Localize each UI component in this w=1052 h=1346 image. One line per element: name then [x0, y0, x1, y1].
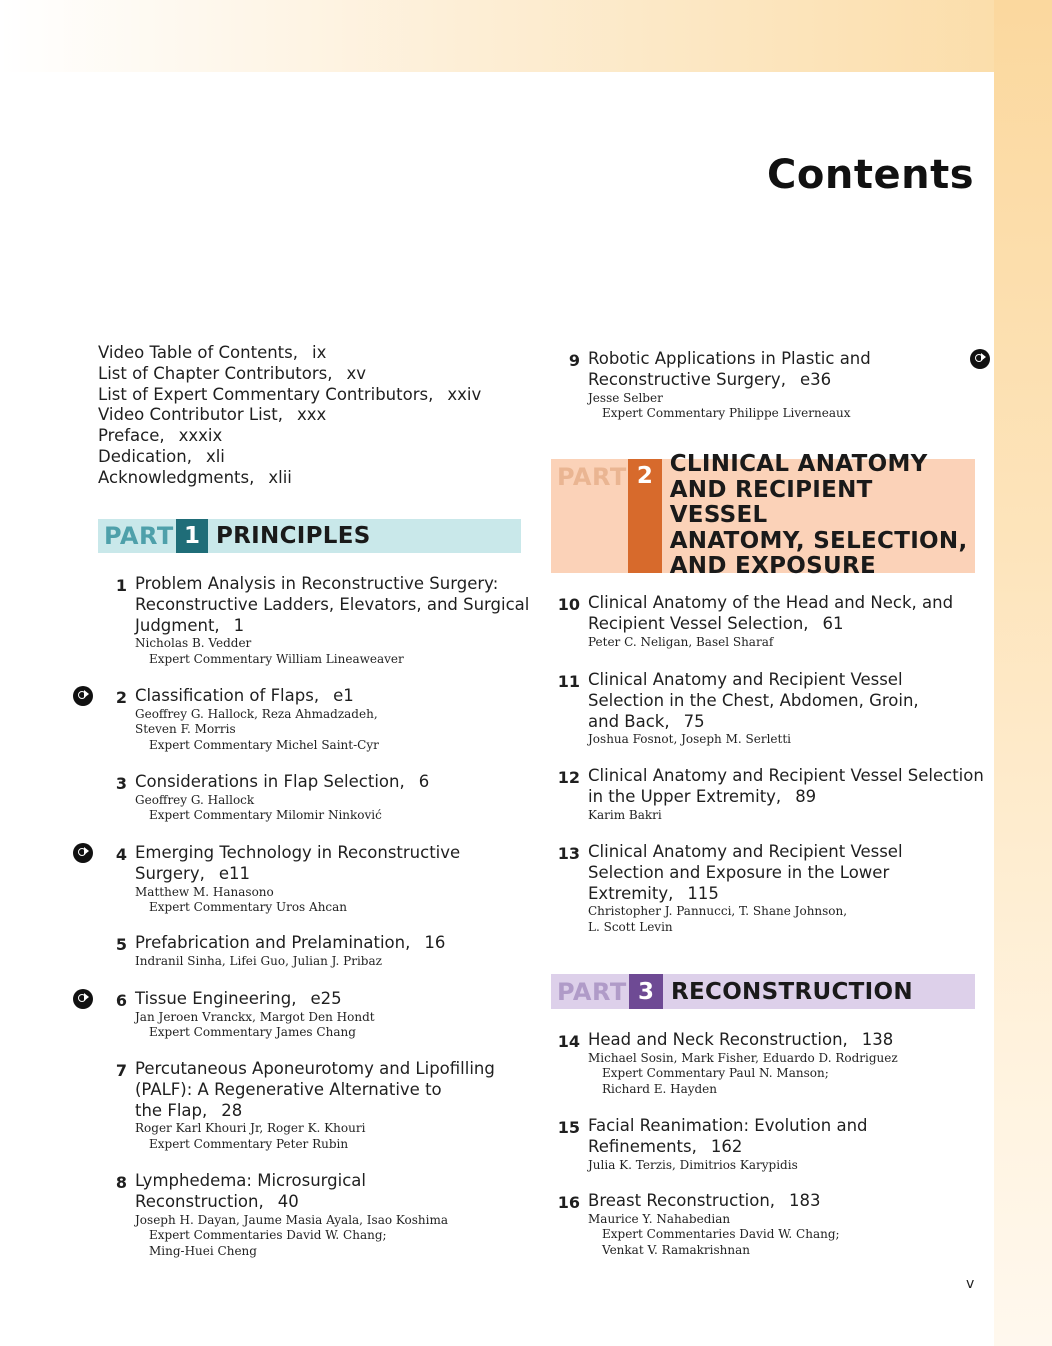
chapter-body	[135, 843, 525, 916]
chapter-title	[588, 593, 978, 635]
chapter-body	[135, 1059, 525, 1152]
chapter-title-text: Reconstruction,	[135, 1191, 264, 1211]
part-number: 3	[629, 974, 663, 1009]
front-matter-label: Video Table of Contents,	[98, 343, 298, 362]
expert-commentary: Expert Commentary Peter Rubin	[149, 1136, 349, 1151]
chapter-title-line	[588, 614, 978, 635]
expert-commentary: Ming-Huei Cheng	[149, 1243, 257, 1258]
chapter-page: 1	[233, 615, 245, 635]
chapter-body	[135, 989, 525, 1041]
chapter-number: 7	[115, 1061, 127, 1080]
chapter-body	[135, 933, 525, 969]
chapter-title-line	[135, 933, 525, 954]
chapter-title-line	[588, 863, 978, 884]
expert-commentary: Expert Commentary James Chang	[149, 1025, 356, 1040]
front-matter-label: Preface,	[98, 426, 165, 446]
chapter-title-line	[588, 691, 978, 712]
part-title-line: PRINCIPLES	[216, 523, 371, 549]
top-gradient-band	[0, 0, 1052, 72]
chapter-body	[588, 349, 978, 422]
chapter-page: 61	[822, 613, 844, 633]
chapter-title-line	[135, 843, 525, 864]
chapter-title-line	[135, 616, 525, 637]
chapter-title-text: Judgment,	[135, 615, 220, 635]
front-matter-label: Acknowledgments,	[98, 467, 255, 487]
chapter-title-line	[588, 349, 978, 370]
chapter-page: 115	[687, 883, 719, 903]
expert-commentary: Richard E. Hayden	[602, 1081, 718, 1096]
chapter-title	[135, 686, 525, 707]
part-number: 1	[176, 519, 208, 553]
chapter-title	[588, 842, 978, 904]
chapter-body	[588, 1191, 978, 1258]
page-title: Contents	[767, 152, 974, 198]
expert-commentary: Expert Commentaries David W. Chang;	[149, 1228, 387, 1243]
chapter-title-text: Lymphedema: Microsurgical	[135, 1171, 366, 1190]
part-banner-2	[551, 451, 975, 580]
chapter-title	[135, 933, 525, 954]
part-title-line: ANATOMY, SELECTION,	[669, 527, 968, 554]
front-matter-page: xxxix	[178, 426, 223, 446]
chapter-page: e11	[218, 863, 250, 883]
front-matter-page: xv	[346, 363, 367, 383]
expert-commentary: Expert Commentary Uros Ahcan	[149, 900, 348, 915]
expert-commentary: Expert Commentary Milomir Ninković	[149, 808, 382, 823]
part-number: 2	[628, 459, 662, 573]
chapter-title-text: Clinical Anatomy and Recipient Vessel	[588, 670, 903, 689]
chapter-page: 40	[277, 1191, 299, 1211]
part-title-line: AND RECIPIENT VESSEL	[669, 476, 873, 529]
chapter-title-line	[588, 884, 978, 905]
chapter-title-line	[588, 787, 978, 808]
front-matter-item[interactable]	[98, 364, 481, 385]
chapter-title-text: Prefabrication and Prelamination,	[135, 933, 411, 952]
chapter-authors: Roger Karl Khouri Jr, Roger K. Khouri	[135, 1121, 366, 1136]
chapter-number: 2	[115, 688, 127, 707]
chapter-body	[588, 1030, 978, 1097]
front-matter-item[interactable]	[98, 447, 481, 468]
chapter-title-line	[135, 1192, 525, 1213]
chapter-title-text: Refinements,	[588, 1136, 697, 1156]
chapter-title-line	[135, 1101, 525, 1122]
chapter-page: 28	[221, 1100, 243, 1120]
part-title	[662, 451, 975, 580]
chapter-title	[588, 1030, 978, 1051]
chapter-page: 162	[710, 1136, 743, 1156]
chapter-number: 11	[557, 672, 580, 691]
chapter-title-text: Breast Reconstruction,	[588, 1191, 776, 1210]
chapter-title-line	[588, 1030, 978, 1051]
chapter-body	[135, 772, 525, 824]
video-icon[interactable]	[73, 686, 93, 706]
expert-commentary: Expert Commentaries David W. Chang;	[602, 1227, 840, 1242]
part-banner-1	[98, 519, 521, 553]
chapter-page: e36	[799, 369, 832, 389]
chapter-title-line	[588, 593, 978, 614]
chapter-number: 16	[557, 1193, 580, 1212]
chapter-title-line	[588, 1137, 978, 1158]
chapter-authors: Maurice Y. Nahabedian	[588, 1211, 731, 1226]
chapter-title-text: Facial Reanimation: Evolution and	[588, 1116, 868, 1135]
chapter-body	[588, 1116, 978, 1173]
video-icon[interactable]	[970, 349, 990, 369]
chapter-title-line	[588, 1116, 978, 1137]
front-matter-page: xli	[205, 446, 225, 466]
chapter-page: 138	[861, 1030, 894, 1049]
chapter-title	[588, 1116, 978, 1158]
chapter-number: 5	[115, 935, 127, 954]
part-title	[208, 519, 371, 553]
front-matter-item[interactable]	[98, 468, 481, 489]
chapter-number: 6	[115, 991, 127, 1010]
chapter-title-text: in the Upper Extremity,	[588, 786, 782, 806]
part-title-line: AND EXPOSURE	[669, 553, 876, 580]
front-matter-label: Dedication,	[98, 446, 192, 466]
chapter-title-text: Percutaneous Aponeurotomy and Lipofilling	[135, 1059, 495, 1078]
front-matter-label: List of Expert Commentary Contributors,	[98, 384, 434, 404]
chapter-title	[135, 574, 530, 636]
chapter-page: e1	[333, 686, 354, 705]
chapter-title-text: Clinical Anatomy and Recipient Vessel Selection	[588, 766, 984, 785]
chapter-number: 15	[557, 1118, 580, 1137]
part-word: PART	[104, 522, 174, 550]
chapter-title	[135, 989, 525, 1010]
chapter-body	[588, 670, 978, 748]
chapter-title-text: Reconstructive Ladders, Elevators, and Surgical	[135, 594, 530, 614]
chapter-title-line	[588, 370, 978, 391]
chapter-body	[588, 593, 978, 650]
chapter-title	[135, 843, 525, 885]
chapter-title-text: Tissue Engineering,	[135, 989, 297, 1008]
video-icon[interactable]	[73, 843, 93, 863]
chapter-title	[588, 1191, 978, 1212]
chapter-body	[588, 766, 984, 823]
front-matter-page: xxiv	[447, 384, 482, 404]
front-matter-page: xlii	[268, 467, 292, 487]
chapter-number: 3	[115, 774, 127, 793]
chapter-title-text: Classification of Flaps,	[135, 686, 320, 705]
expert-commentary: Expert Commentary Michel Saint-Cyr	[149, 737, 379, 752]
front-matter-list	[98, 343, 481, 489]
chapter-body	[588, 842, 978, 935]
chapter-title-text: the Flap,	[135, 1100, 208, 1120]
chapter-title-text: Problem Analysis in Reconstructive Surgery:	[135, 574, 499, 593]
chapter-title-text: Surgery,	[135, 863, 205, 883]
chapter-number: 13	[557, 844, 580, 863]
chapter-authors: Karim Bakri	[588, 807, 662, 822]
chapter-title	[588, 349, 978, 391]
front-matter-item[interactable]	[98, 385, 481, 406]
chapter-authors: Joshua Fosnot, Joseph M. Serletti	[588, 732, 791, 747]
chapter-body	[135, 686, 525, 753]
right-gradient-band	[994, 0, 1052, 1346]
chapter-title-text: Robotic Applications in Plastic and	[588, 349, 871, 368]
chapter-authors: Geoffrey G. Hallock, Reza Ahmadzadeh,	[135, 706, 378, 721]
part-word: PART	[557, 463, 627, 491]
expert-commentary: Venkat V. Ramakrishnan	[602, 1242, 750, 1257]
part-title-line: RECONSTRUCTION	[671, 978, 913, 1005]
chapter-title-text: Clinical Anatomy of the Head and Neck, and	[588, 593, 954, 612]
chapter-title	[588, 766, 984, 808]
chapter-title-line	[135, 686, 525, 707]
part-word: PART	[557, 977, 627, 1006]
chapter-title-line	[135, 1080, 525, 1101]
chapter-page: 89	[795, 786, 817, 806]
video-icon[interactable]	[73, 989, 93, 1009]
chapter-title-text: Head and Neck Reconstruction,	[588, 1030, 848, 1049]
page-number: v	[966, 1276, 975, 1292]
chapter-title-line	[588, 766, 984, 787]
chapter-title-line	[588, 842, 978, 863]
chapter-authors: Matthew M. Hanasono	[135, 884, 274, 899]
chapter-authors: L. Scott Levin	[588, 919, 673, 934]
chapter-authors: Geoffrey G. Hallock	[135, 792, 255, 807]
chapter-title-text: Selection in the Chest, Abdomen, Groin,	[588, 690, 919, 710]
chapter-title-line	[135, 1059, 525, 1080]
chapter-title-line	[135, 1171, 525, 1192]
chapter-title	[135, 1171, 525, 1213]
front-matter-label: Video Contributor List,	[98, 405, 283, 425]
chapter-number: 1	[115, 576, 127, 595]
chapter-number: 9	[568, 351, 580, 370]
chapter-number: 12	[557, 768, 580, 787]
chapter-title-text: Reconstructive Surgery,	[588, 369, 786, 389]
part-title-line: CLINICAL ANATOMY	[669, 451, 928, 478]
chapter-page: 183	[789, 1191, 821, 1210]
chapter-title-text: Considerations in Flap Selection,	[135, 772, 405, 791]
chapter-page: 16	[424, 933, 446, 952]
chapter-authors: Nicholas B. Vedder	[135, 636, 252, 651]
chapter-title-line	[588, 1191, 978, 1212]
chapter-title-line	[135, 594, 530, 616]
front-matter-item[interactable]	[98, 405, 481, 426]
chapter-title-text: Clinical Anatomy and Recipient Vessel	[588, 842, 903, 861]
chapter-title-text: Selection and Exposure in the Lower	[588, 862, 890, 882]
chapter-title-text: and Back,	[588, 711, 670, 731]
expert-commentary: Expert Commentary William Lineaweaver	[149, 651, 404, 666]
chapter-body	[135, 1171, 525, 1259]
front-matter-label: List of Chapter Contributors,	[98, 363, 333, 383]
chapter-authors: Jesse Selber	[588, 390, 663, 405]
front-matter-page: xxx	[297, 405, 327, 425]
chapter-page: 6	[418, 772, 430, 791]
chapter-title-text: Extremity,	[588, 883, 674, 903]
chapter-title-line	[135, 574, 525, 595]
front-matter-item[interactable]	[98, 426, 481, 447]
chapter-title	[588, 670, 978, 732]
chapter-authors: Julia K. Terzis, Dimitrios Karypidis	[588, 1157, 798, 1172]
chapter-title-line	[588, 670, 978, 691]
chapter-title	[135, 1059, 525, 1121]
chapter-authors: Michael Sosin, Mark Fisher, Eduardo D. Rodriguez	[588, 1050, 898, 1065]
chapter-authors: Joseph H. Dayan, Jaume Masia Ayala, Isao Koshima	[135, 1212, 449, 1227]
part-banner-3	[551, 974, 975, 1009]
chapter-title-text: (PALF): A Regenerative Alternative to	[135, 1079, 442, 1099]
chapter-title	[135, 772, 525, 793]
chapter-title-line	[135, 772, 525, 793]
chapter-title-line	[588, 712, 978, 733]
chapter-body	[135, 574, 530, 667]
chapter-authors: Indranil Sinha, Lifei Guo, Julian J. Pribaz	[135, 953, 382, 968]
expert-commentary: Expert Commentary Paul N. Manson;	[602, 1066, 829, 1081]
chapter-number: 10	[557, 595, 580, 614]
expert-commentary: Expert Commentary Philippe Liverneaux	[602, 406, 851, 421]
chapter-authors: Peter C. Neligan, Basel Sharaf	[588, 634, 774, 649]
front-matter-page: ix	[312, 343, 327, 362]
chapter-page: e25	[310, 989, 342, 1008]
chapter-page: 75	[683, 711, 705, 731]
chapter-number: 4	[115, 845, 127, 864]
chapter-title-text: Recipient Vessel Selection,	[588, 613, 809, 633]
chapter-authors: Jan Jeroen Vranckx, Margot Den Hondt	[135, 1009, 375, 1024]
chapter-title-line	[135, 989, 525, 1010]
part-title	[663, 974, 913, 1009]
chapter-authors: Steven F. Morris	[135, 722, 236, 737]
chapter-title-line	[135, 864, 525, 885]
chapter-number: 14	[557, 1032, 580, 1051]
chapter-title-text: Emerging Technology in Reconstructive	[135, 843, 461, 862]
front-matter-item[interactable]	[98, 343, 481, 364]
chapter-authors: Christopher J. Pannucci, T. Shane Johnson,	[588, 904, 848, 919]
chapter-number: 8	[115, 1173, 127, 1192]
